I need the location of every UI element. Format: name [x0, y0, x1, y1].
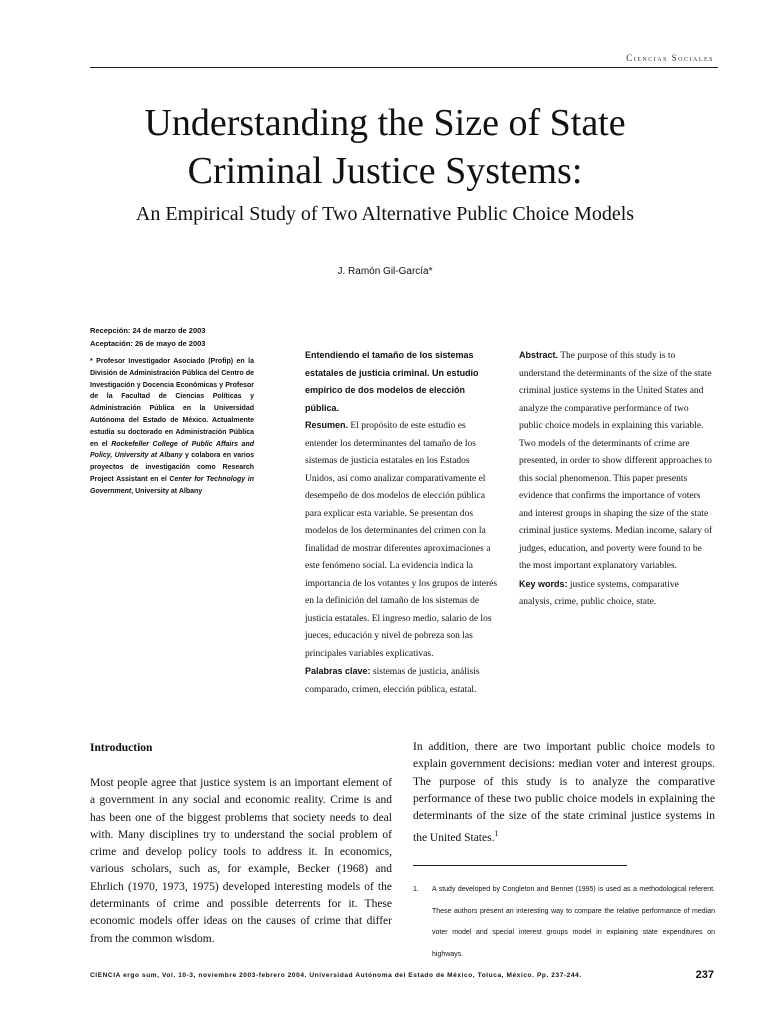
section-label: Ciencias Sociales [626, 53, 714, 63]
spanish-title: Entendiendo el tamaño de los sistemas estatales de justicia criminal. Un estudio empírico de dos modelos de elección pública. [305, 350, 479, 413]
submission-dates [90, 324, 205, 350]
article-subtitle: An Empirical Study of Two Alternative Public Choice Models [135, 203, 635, 225]
introduction-continued-text: In addition, there are two important public choice models to explain government decisions: median voter and interest groups. The purpose of this study is to analyze the comparative performance of these two public choice models in explaining the determinants of the size of the state criminal justice systems in the United States. [413, 741, 715, 845]
footer-citation: CIENCIA ergo sum, Vol. 10-3, noviembre 2003-febrero 2004. Universidad Autónoma del Estado de México, Toluca, México. Pp. 237-244. [90, 972, 582, 979]
article-title-line-1: Understanding the Size of State [144, 102, 626, 144]
page-number: 237 [695, 969, 714, 981]
abstract-label: Abstract. [519, 350, 559, 360]
footnote [413, 879, 715, 966]
footnote-number: 1. [413, 886, 419, 893]
footnote-text: A study developed by Congleton and Bennet (1995) is used as a methodological referent. These authors present an interesting way to compare the relative performance of median voter model and special interest groups model in explaining state expenditures on highways. [432, 886, 715, 959]
resumen-label: Resumen. [305, 420, 349, 430]
affiliation-emphasis-2: Center for Technology in Government [90, 475, 254, 495]
received-date: Recepción: 24 de marzo de 2003 [90, 326, 206, 335]
footnote-rule [413, 865, 627, 866]
header-rule [90, 67, 718, 68]
affiliation-text-2: y colabora en varios proyectos de investigación como Research Project Assistant en el [90, 452, 255, 483]
introduction-body: Most people agree that justice system is an important element of a government in any social and economic reality. Crime is and has been one of the biggest problems that society needs to deal with. Many disciplines try to understand the social problem of crime and develop policy tools to address it. In economics, various scholars, such as, for example, Becker (1968) and Ehrlich (1970, 1973, 1975) developed interesting models of the determinants of crime and possible deterrents for it. These economic models offer ideas on the causes of crime that differ from the common wisdom. [90, 777, 392, 945]
resumen-text: El propósito de este estudio es entender los determinantes del tamaño de los sistemas de justicia estatales en los Estados Unidos, así como analizar comparativamente el desempeño de dos modelos de elección pública para explicar esta variable. Se presentan dos modelos de los determinantes del crimen con la finalidad de mostrar diferentes aproximaciones a este fenómeno social. La evidencia indica la importancia de los votantes y los grupos de interés en la definición del tamaño de los sistemas de justicia estatales. El ingreso medio, salario de los jueces, educación y nivel de pobreza son las principales variables explicativas. [305, 421, 498, 659]
author: J. Ramón Gil-García* [337, 266, 433, 277]
palabras-clave-label: Palabras clave: [305, 666, 371, 676]
introduction-heading: Introduction [90, 742, 153, 754]
keywords-label: Key words: [519, 578, 568, 589]
author-affiliation [90, 356, 254, 498]
spanish-abstract-column [305, 347, 498, 699]
abstract-text: The purpose of this study is to understand the determinants of the size of the state criminal justice systems in the United States and analyze the comparative performance of two public choice models in explaining this variable. Two models of the determinants of crime are presented, in order to show different approaches to this social phenomenon. This paper presents evidence that confirms the importance of voters and interest groups in shaping the size of the state criminal justice systems. Median income, salary of judges, education, and poverty were found to be the most important explanatory variables. [519, 351, 713, 571]
affiliation-emphasis-1: Rockefeller College of Public Affairs and Policy, University at Albany [90, 440, 255, 460]
keywords-text: justice systems, comparative analysis, crime, public choice, state. [519, 579, 679, 607]
palabras-clave-text: sistemas de justicia, análisis comparado, crimen, elección pública, estatal. [305, 667, 480, 695]
accepted-date: Aceptación: 26 de mayo de 2003 [90, 339, 206, 348]
article-title-line-2: Criminal Justice Systems: [187, 150, 583, 192]
introduction-continued [413, 739, 715, 848]
affiliation-text-1: * Profesor Investigador Asociado (Profip) en la División de Administración Pública del Centro de Investigación y Docencia Económicas y Profesor de la Facultad de Ciencias Políticas y Administración Pública en la Universidad Autónoma del Estado de México. Actualmente estudia su doctorado en Administración Pública en el [90, 358, 254, 448]
english-abstract-column [519, 347, 714, 612]
affiliation-text-3: , University at Albany [131, 487, 203, 495]
footnote-reference[interactable]: 1 [494, 829, 499, 839]
